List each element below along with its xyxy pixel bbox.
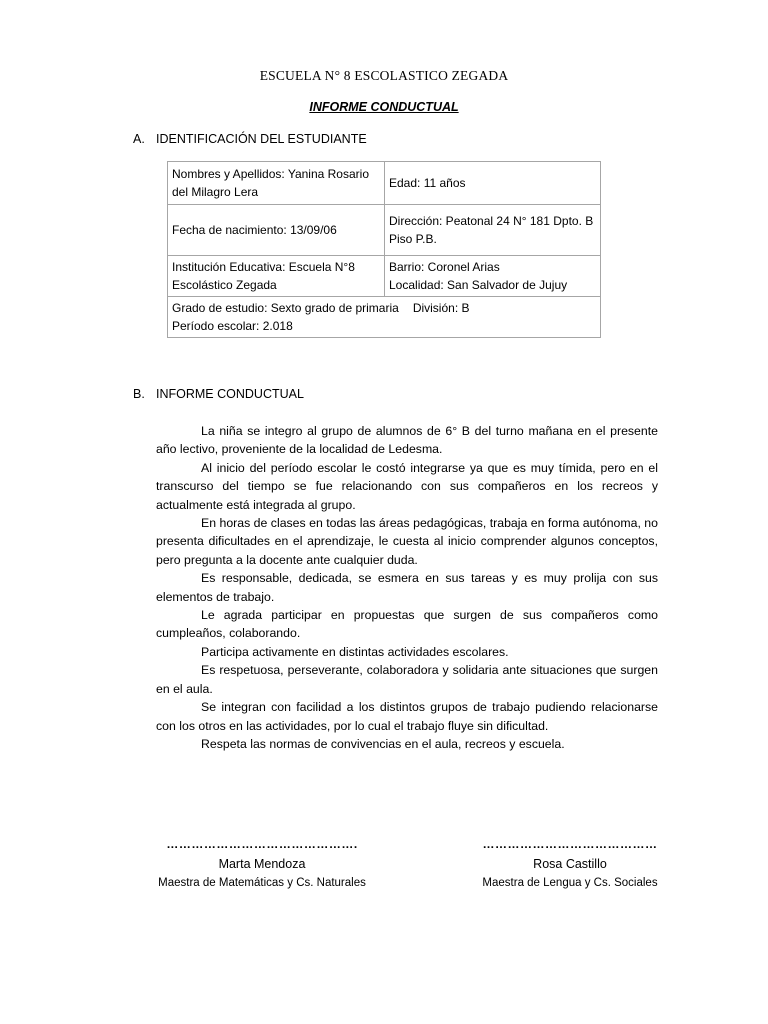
- signature-block-left: [146, 837, 378, 895]
- signer-role: Maestra de Matemáticas y Cs. Naturales: [158, 877, 366, 889]
- address-cell: Dirección: Peatonal 24 N° 181 Dpto. B Piso P.B.: [385, 205, 601, 256]
- table-row: [168, 205, 601, 256]
- report-paragraph: La niña se integro al grupo de alumnos de 6° B del turno mañana en el presente año lectivo, proveniente de la localidad de Ledesma.: [156, 424, 658, 457]
- section-b-letter: B.: [133, 387, 145, 401]
- division-text: División: B: [412, 301, 470, 315]
- report-title: INFORME CONDUCTUAL: [309, 100, 459, 114]
- student-names-cell: Nombres y Apellidos: Yanina Rosario del Milagro Lera: [168, 162, 385, 205]
- section-a-heading: [133, 132, 367, 146]
- report-paragraph: Se integran con facilidad a los distintos grupos de trabajo pudiendo relacionarse con los otros en las actividades, por lo cual el trabajo fluye sin dificultad.: [156, 700, 658, 733]
- section-a-title: IDENTIFICACIÓN DEL ESTUDIANTE: [156, 132, 367, 146]
- signer-name: Rosa Castillo: [533, 857, 607, 871]
- report-paragraph: Al inicio del período escolar le costó integrarse ya que es muy tímida, pero en el transcurso del tiempo se fue relacionando con sus compañeros en los recreos y actualmente está integrada al grupo.: [156, 460, 658, 512]
- signature-line: ……………………………………….: [166, 837, 358, 851]
- signer-name: Marta Mendoza: [218, 857, 306, 871]
- behavior-report-body: [156, 422, 658, 753]
- table-row: [168, 256, 601, 297]
- grade-text: Grado de estudio: Sexto grado de primaria: [172, 301, 399, 315]
- student-identification-table: [167, 161, 601, 338]
- grade-period-cell: [168, 297, 601, 338]
- section-a-letter: A.: [133, 132, 145, 146]
- birth-date-cell: Fecha de nacimiento: 13/09/06: [168, 205, 385, 256]
- report-paragraph: Es responsable, dedicada, se esmera en sus tareas y es muy prolija con sus elementos de trabajo.: [156, 571, 658, 604]
- student-age-cell: Edad: 11 años: [385, 162, 601, 205]
- neighborhood-text: Barrio: Coronel Arias: [389, 260, 500, 274]
- signature-block-right: [472, 837, 668, 895]
- school-title: ESCUELA N° 8 ESCOLASTICO ZEGADA: [259, 68, 509, 83]
- section-b-heading: [133, 387, 304, 401]
- table-row: [168, 297, 601, 338]
- signer-role: Maestra de Lengua y Cs. Sociales: [482, 877, 658, 889]
- report-paragraph: Participa activamente en distintas actividades escolares.: [201, 644, 509, 659]
- table-row: [168, 162, 601, 205]
- signature-line: ……………………………………: [482, 837, 658, 851]
- report-paragraph: Le agrada participar en propuestas que surgen de sus compañeros como cumpleaños, colaborando.: [156, 608, 658, 641]
- locality-text: Localidad: San Salvador de Jujuy: [389, 278, 568, 292]
- institution-cell: Institución Educativa: Escuela N°8 Escolástico Zegada: [168, 256, 385, 297]
- report-paragraph: Respeta las normas de convivencias en el aula, recreos y escuela.: [201, 736, 565, 751]
- location-cell: [385, 256, 601, 297]
- report-paragraph: En horas de clases en todas las áreas pedagógicas, trabaja en forma autónoma, no presenta dificultades en el aprendizaje, le cuesta al inicio comprender algunos conceptos, pero pregunta a la docente ante cualquier duda.: [156, 516, 658, 567]
- section-b-title: INFORME CONDUCTUAL: [156, 387, 304, 401]
- report-paragraph: Es respetuosa, perseverante, colaboradora y solidaria ante situaciones que surgen en el aula.: [156, 663, 658, 696]
- school-period-text: Período escolar: 2.018: [172, 319, 293, 333]
